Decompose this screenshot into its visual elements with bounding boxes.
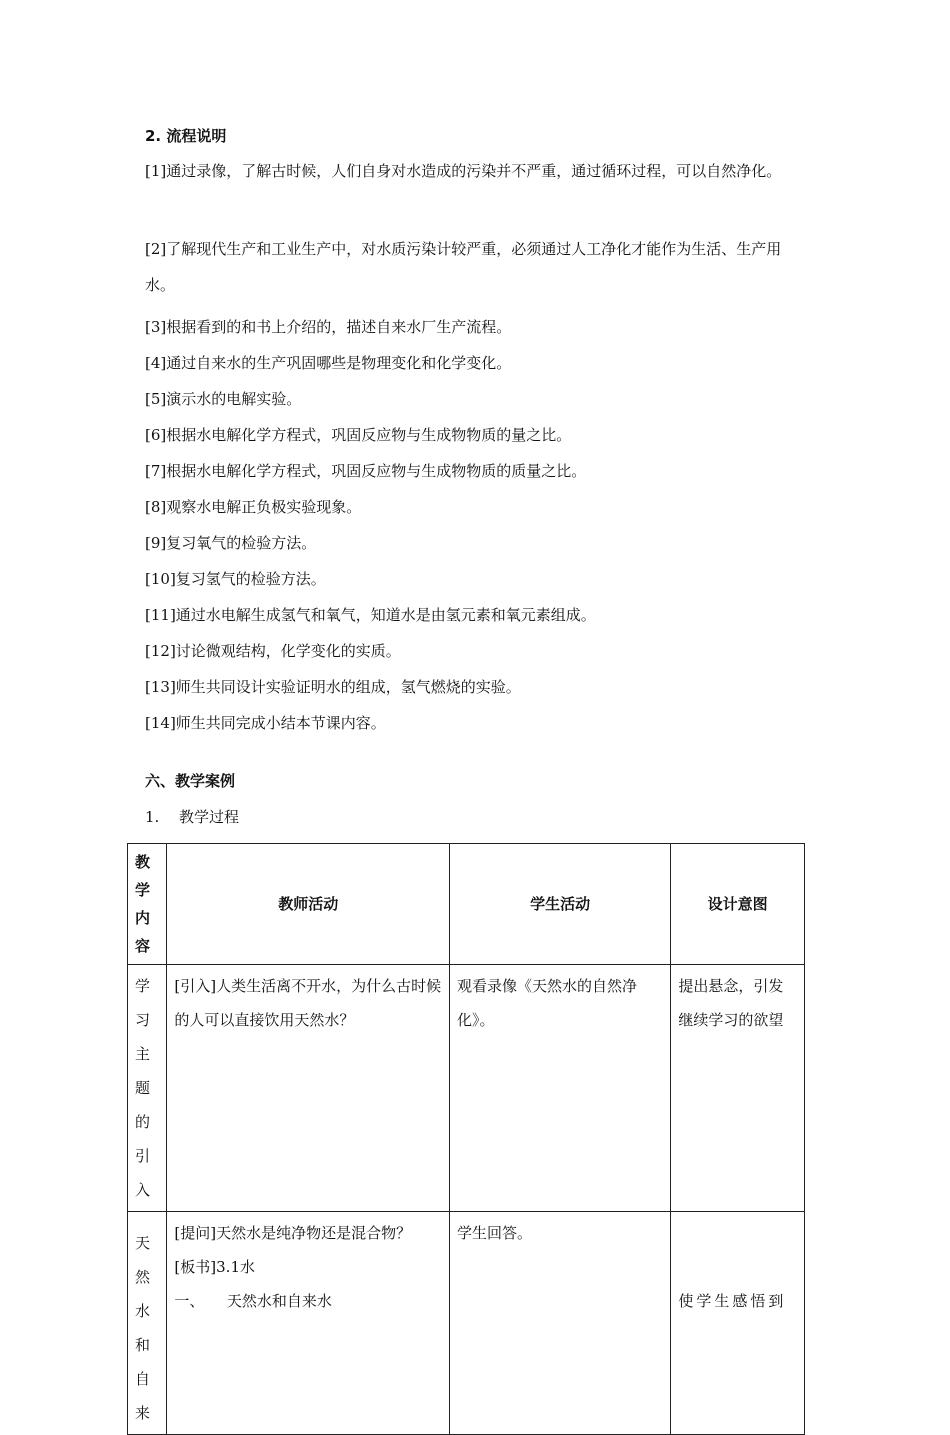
subsection-title [145,806,239,827]
list-item: [7]根据水电解化学方程式，巩固反应物与生成物物质的质量之比。 [145,462,587,480]
list-item: [8]观察水电解正负极实验现象。 [145,498,362,516]
intent-text: 使学生感悟到 [678,1292,787,1310]
header-student-activity: 学生活动 [450,844,671,965]
table-header-row [128,844,805,965]
cell-student: 学生回答。 [450,1212,671,1435]
cell-teacher [167,1212,450,1435]
section-heading-process: 2. 流程说明 [145,127,227,145]
list-item: [1]通过录像，了解古时候，人们自身对水造成的污染并不严重，通过循环过程，可以自然净化。 [145,162,782,180]
list-item: [11]通过水电解生成氢气和氧气，知道水是由氢元素和氧元素组成。 [145,606,596,624]
list-item: [6]根据水电解化学方程式，巩固反应物与生成物物质的量之比。 [145,426,572,444]
list-item: [9]复习氧气的检验方法。 [145,534,317,552]
teacher-line: [提问]天然水是纯净物还是混合物？ [174,1224,412,1242]
header-design-intent: 设计意图 [671,844,805,965]
list-item: [10]复习氢气的检验方法。 [145,570,326,588]
cell-content: 天然水和自来 [128,1212,167,1435]
list-item: [13]师生共同设计实验证明水的组成，氢气燃烧的实验。 [145,678,521,696]
teacher-line: 一、 天然水和自来水 [174,1292,332,1310]
subsection-number: 1. [145,808,160,826]
cell-spacer [678,1216,797,1284]
cell-teacher: [引入]人类生活离不开水，为什么古时候的人可以直接饮用天然水？ [167,965,450,1212]
cell-student: 观看录像《天然水的自然净化》。 [450,965,671,1212]
cell-intent [671,1212,805,1435]
teaching-process-table [127,843,805,1435]
table-row [128,965,805,1212]
header-teacher-activity: 教师活动 [167,844,450,965]
list-item: [14]师生共同完成小结本节课内容。 [145,714,386,732]
list-item: [4]通过自来水的生产巩固哪些是物理变化和化学变化。 [145,354,512,372]
table-row [128,1212,805,1435]
cell-content: 学习主题的引入 [128,965,167,1212]
list-item: [12]讨论微观结构，化学变化的实质。 [145,642,401,660]
list-item: [5]演示水的电解实验。 [145,390,302,408]
header-teaching-content: 教学内容 [128,844,167,965]
list-item: [3]根据看到的和书上介绍的，描述自来水厂生产流程。 [145,318,512,336]
list-item: [2]了解现代生产和工业生产中，对水质污染计较严重，必须通过人工净化才能作为生活、生产用水。 [145,240,782,294]
cell-intent: 提出悬念，引发继续学习的欲望 [671,965,805,1212]
teacher-line: [板书]3.1水 [174,1258,255,1276]
section-heading-case: 六、教学案例 [145,772,236,790]
subsection-label: 教学过程 [179,808,240,826]
